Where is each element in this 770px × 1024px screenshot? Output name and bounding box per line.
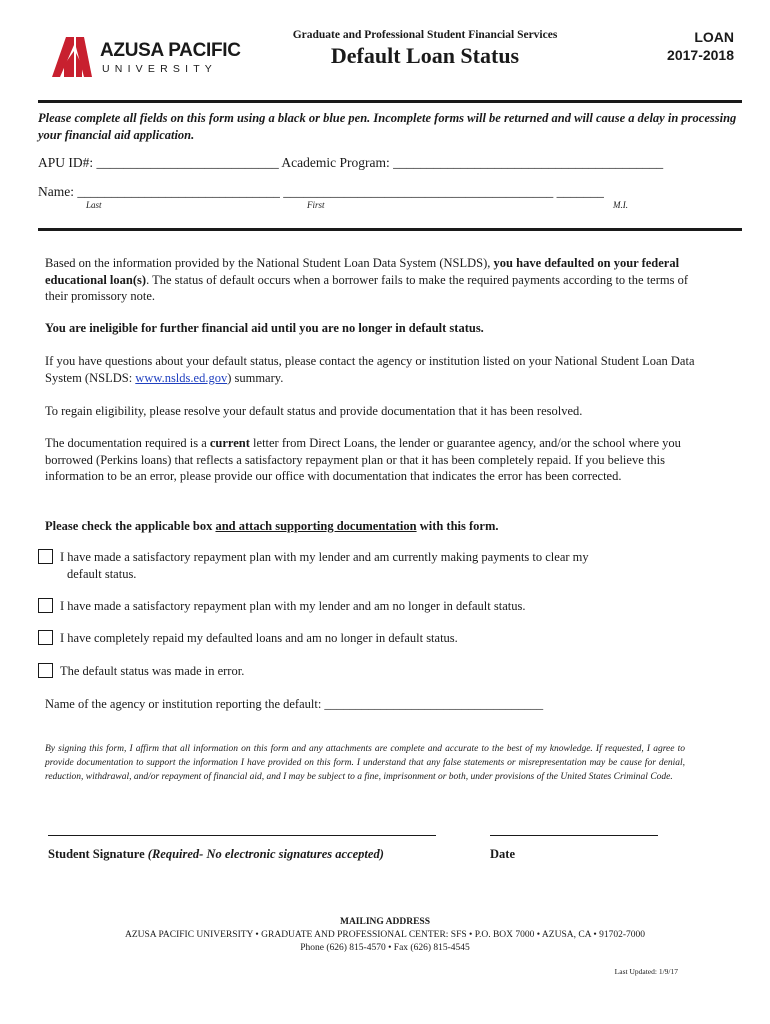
- checkbox[interactable]: [38, 549, 53, 564]
- documentation-paragraph: The documentation required is a current letter from Direct Loans, the lender or guarantee agency, and/or the school where you borrowed (Perkins loans) that reflects a satisfactory repayment plan or that it has been completely repaid. If you believe this information to be an error, please provide our office with documentation that indicates the error has been corrected.: [45, 436, 681, 483]
- middle-initial-label: M.I.: [613, 200, 628, 210]
- phone-fax: Phone (626) 815-4570 • Fax (626) 815-4545: [300, 943, 470, 953]
- mailing-address-title: MAILING ADDRESS: [339, 917, 430, 927]
- checkbox-option-error: The default status was made in error.: [38, 663, 698, 680]
- affirmation-disclaimer: By signing this form, I affirm that all information on this form and any attachments are complete and accurate to the best of my knowledge. If requested, I agree to provide documentation to support the information I have provided on this form. I understand that any false statements or misrepresentation may be cause for denial, reduction, withdrawal, and/or repayment of financial aid, and I may be subject to a fine, imprisonment or both, under provisions of the United States Criminal Code.: [45, 744, 685, 782]
- date-label: Date: [490, 847, 515, 861]
- checkbox[interactable]: [38, 663, 53, 678]
- agency-name-line[interactable]: Name of the agency or institution reporting the default: ___________________________________: [45, 697, 544, 711]
- instructions: Please complete all fields on this form using a black or blue pen. Incomplete forms will be returned and will cause a delay in processing your financial aid application.: [38, 111, 737, 142]
- checkbox[interactable]: [38, 598, 53, 613]
- nslds-link[interactable]: www.nslds.ed.gov: [135, 370, 228, 385]
- student-signature-label: Student Signature (Required- No electronic signatures accepted): [48, 847, 384, 861]
- apu-id-program-line[interactable]: APU ID#: ___________________________ Academic Program: ________________________________________: [38, 155, 664, 170]
- section-rule: [38, 228, 742, 231]
- checkbox-instructions: Please check the applicable box and attach supporting documentation with this form.: [45, 519, 499, 533]
- aid-year: 2017-2018: [667, 47, 734, 63]
- apu-logo: [50, 33, 250, 81]
- ineligibility-statement: You are ineligible for further financial aid until you are no longer in default status.: [45, 321, 484, 335]
- checkbox-option-repaid: I have completely repaid my defaulted loans and am no longer in default status.: [38, 630, 698, 647]
- last-updated: Last Updated: 1/9/17: [614, 967, 678, 976]
- default-notice-paragraph: Based on the information provided by the National Student Loan Data System (NSLDS), you have defaulted on your federal educational loan(s). The status of default occurs when a borrower fails to make the required payments according to the terms of their promissory note.: [45, 256, 689, 303]
- checkbox-option-repayment-plan-cleared: I have made a satisfactory repayment plan with my lender and am no longer in default status.: [38, 598, 698, 615]
- form-type: LOAN: [694, 29, 734, 45]
- checkbox[interactable]: [38, 630, 53, 645]
- student-signature-line[interactable]: [48, 835, 436, 836]
- contact-paragraph: If you have questions about your default status, please contact the agency or institution listed on your National Student Loan Data System (NSLDS: www.nslds.ed.gov) summary.: [45, 354, 695, 385]
- date-line[interactable]: [490, 835, 658, 836]
- regain-eligibility-paragraph: To regain eligibility, please resolve your default status and provide documentation that it has been resolved.: [45, 404, 583, 418]
- checkbox-option-repayment-plan-current: I have made a satisfactory repayment plan with my lender and am currently making payments to clear my default status.: [38, 549, 698, 582]
- header-rule: [38, 100, 742, 103]
- apu-logo-mark-icon: [50, 33, 94, 79]
- last-name-label: Last: [86, 200, 102, 210]
- form-title: Default Loan Status: [330, 43, 520, 68]
- first-name-label: First: [307, 200, 325, 210]
- logo-subtitle: UNIVERSITY: [102, 63, 218, 75]
- name-line[interactable]: Name: ______________________________ ________________________________________ _______: [38, 184, 604, 199]
- logo-wordmark: AZUSA PACIFIC: [100, 40, 241, 61]
- mailing-address: AZUSA PACIFIC UNIVERSITY • GRADUATE AND PROFESSIONAL CENTER: SFS • P.O. BOX 7000 • AZUSA, CA • 91702-7000: [124, 930, 646, 940]
- department-name: Graduate and Professional Student Financial Services: [292, 29, 558, 41]
